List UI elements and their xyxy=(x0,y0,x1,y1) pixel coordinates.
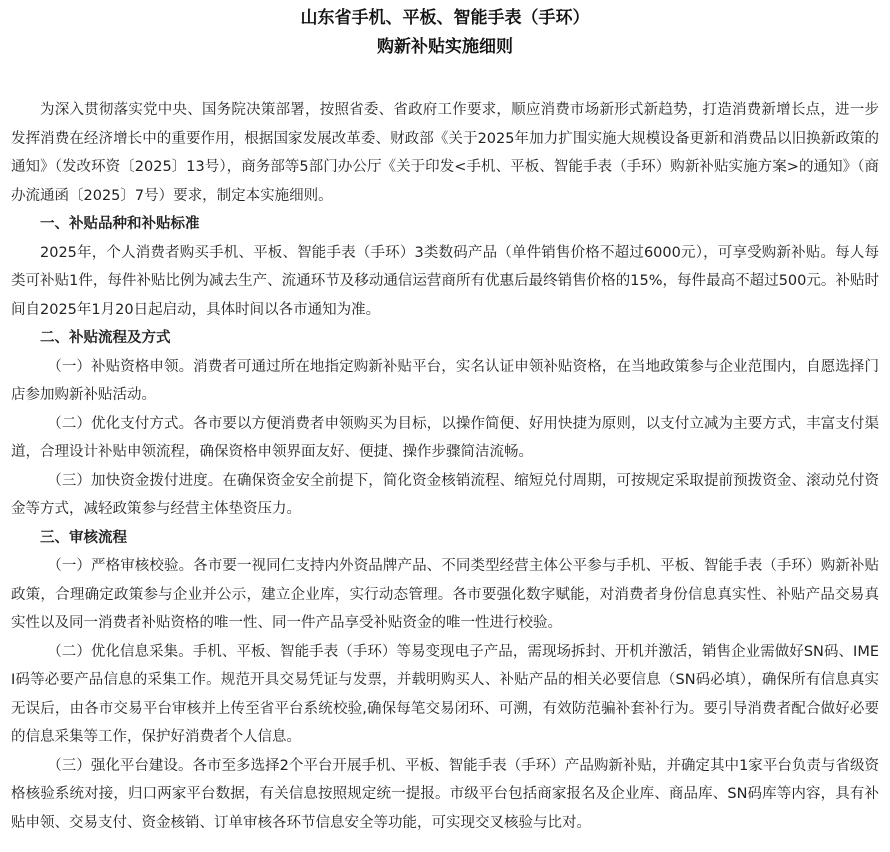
section-heading-1: 一、补贴品种和补贴标准 xyxy=(40,216,200,232)
section-1-paragraph-1: 2025年，个人消费者购买手机、平板、智能手表（手环）3类数码产品（单件销售价格不超过6000元），可享受购新补贴。每人每类可补贴1件，每件补贴比例为减去生产、流通环节及移动通信运营商所有优惠后最终销售价格的15%，每件最高不超过500元。补贴时间自2025年1月20日起启动，具体时间以各市通知为准。 xyxy=(11,244,879,318)
section-3-paragraph-2: （二）优化信息采集。手机、平板、智能手表（手环）等易变现电子产品，需现场拆封、开机并激活，销售企业需做好SN码、IMEI码等必要产品信息的采集工作。规范开具交易凭证与发票，并载明购买人、补贴产品的相关必要信息（SN码必填），确保所有信息真实无误后，由各市交易平台审核并上传至省平台系统校验,确保每笔交易闭环、可溯，有效防范骗补套补行为。要引导消费者配合做好必要的信息采集等工作，保护好消费者个人信息。 xyxy=(11,643,879,745)
section-3-paragraph-1: （一）严格审核校验。各市要一视同仁支持内外资品牌产品、不同类型经营主体公平参与手机、平板、智能手表（手环）购新补贴政策，合理确定政策参与企业并公示，建立企业库，实行动态管理。各市要强化数字赋能，对消费者身份信息真实性、补贴产品交易真实性以及同一消费者补贴资格的唯一性、同一件产品享受补贴资金的唯一性进行校验。 xyxy=(11,558,879,631)
document xyxy=(11,0,879,837)
document-title-line-1: 山东省手机、平板、智能手表（手环） xyxy=(300,8,590,28)
section-2-paragraph-2: （二）优化支付方式。各市要以方便消费者申领购买为目标，以操作简便、好用快捷为原则，以支付立减为主要方式，丰富支付渠道，合理设计补贴申领流程，确保资格申领界面友好、便捷、操作步骤简洁流畅。 xyxy=(11,415,879,460)
intro-paragraph: 为深入贯彻落实党中央、国务院决策部署，按照省委、省政府工作要求，顺应消费市场新形式新趋势，打造消费新增长点，进一步发挥消费在经济增长中的重要作用，根据国家发展改革委、财政部《关于2025年加力扩围实施大规模设备更新和消费品以旧换新政策的通知》（发改环资〔2025〕13号），商务部等5部门办公厅《关于印发<手机、平板、智能手表（手环）购新补贴实施方案>的通知》（商办流通函〔2025〕7号）要求，制定本实施细则。 xyxy=(11,102,879,204)
document-body xyxy=(11,96,879,837)
section-heading-3: 三、审核流程 xyxy=(40,529,127,546)
section-2-paragraph-1: （一）补贴资格申领。消费者可通过所在地指定购新补贴平台，实名认证申领补贴资格，在当地政策参与企业范围内，自愿选择门店参加购新补贴活动。 xyxy=(11,358,879,403)
document-title-line-2: 购新补贴实施细则 xyxy=(377,37,513,57)
section-2-paragraph-3: （三）加快资金拨付进度。在确保资金安全前提下，简化资金核销流程、缩短兑付周期，可按规定采取提前预拨资金、滚动兑付资金等方式，减轻政策参与经营主体垫资压力。 xyxy=(11,472,879,517)
section-3-paragraph-3: （三）强化平台建设。各市至多选择2个平台开展手机、平板、智能手表（手环）产品购新补贴，并确定其中1家平台负责与省级资格核验系统对接，归口两家平台数据，有关信息按照规定统一提报。市级平台包括商家报名及企业库、商品库、SN码库等内容，具有补贴申领、交易支付、资金核销、订单审核各环节信息安全等功能，可实现交叉核验与比对。 xyxy=(11,757,879,831)
section-heading-2: 二、补贴流程及方式 xyxy=(40,330,171,346)
